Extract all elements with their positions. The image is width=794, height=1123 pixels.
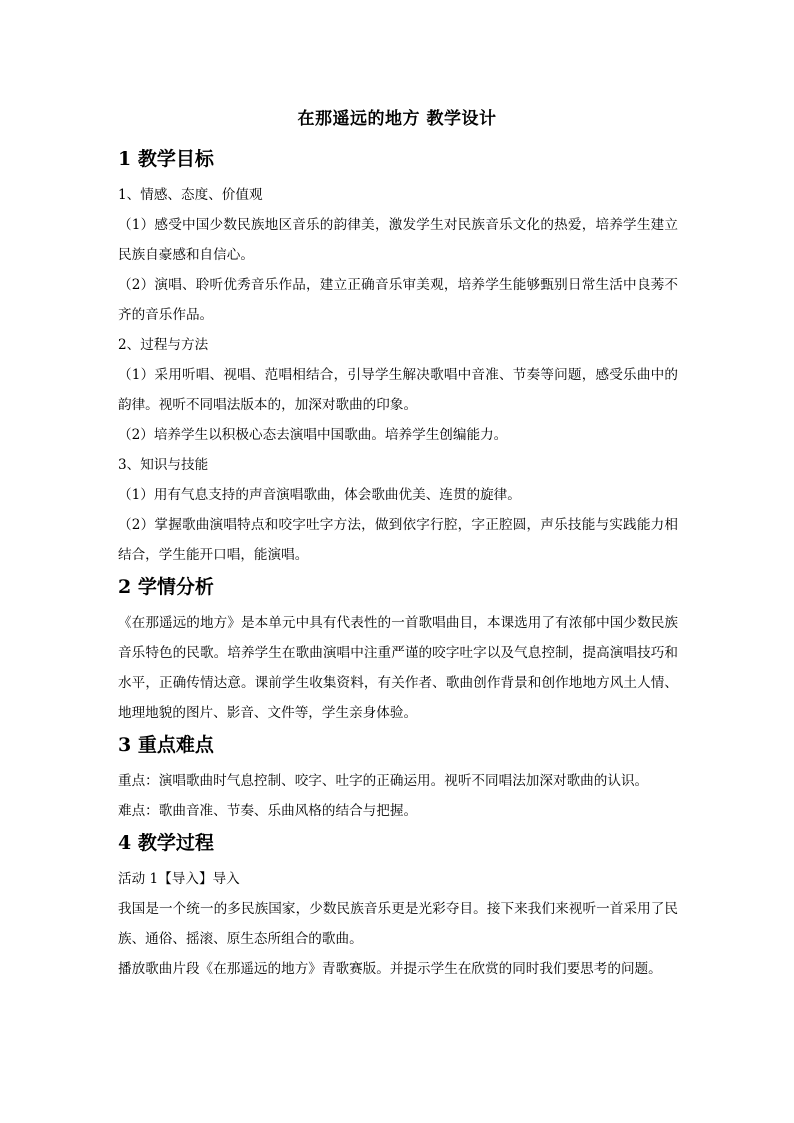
paragraph: 3、知识与技能 [118, 457, 209, 473]
paragraph: 重点：演唱歌曲时气息控制、咬字、吐字的正确运用。视听不同唱法加深对歌曲的认识。 [118, 773, 649, 789]
document-title: 在那遥远的地方 教学设计 [297, 109, 497, 129]
paragraph: 2、过程与方法 [118, 337, 209, 353]
section-heading-teaching-process: 4 教学过程 [118, 832, 214, 854]
paragraph: （1）采用听唱、视唱、范唱相结合，引导学生解决歌唱中音准、节奏等问题，感受乐曲中的韵律。视听不同唱法版本的，加深对歌曲的印象。 [118, 367, 678, 413]
paragraph: 1、情感、态度、价值观 [118, 187, 263, 203]
section-heading-student-analysis: 2 学情分析 [118, 576, 214, 598]
paragraph: 播放歌曲片段《在那遥远的地方》青歌赛版。并提示学生在欣赏的同时我们要思考的问题。 [118, 961, 662, 977]
paragraph: （2）培养学生以积极心态去演唱中国歌曲。培养学生创编能力。 [118, 427, 508, 443]
paragraph: （2）掌握歌曲演唱特点和咬字吐字方法，做到依字行腔，字正腔圆，声乐技能与实践能力相结合，学生能开口唱，能演唱。 [118, 517, 678, 563]
paragraph: 《在那遥远的地方》是本单元中具有代表性的一首歌唱曲目，本课选用了有浓郁中国少数民族音乐特色的民歌。培养学生在歌曲演唱中注重严谨的咬字吐字以及气息控制，提高演唱技巧和水平，正确传情达意。课前学生收集资料，有关作者、歌曲创作背景和创作地地方风土人情、地理地貌的图片、影音、文件等，学生亲身体验。 [118, 615, 678, 721]
paragraph: 难点：歌曲音准、节奏、乐曲风格的结合与把握。 [118, 803, 418, 819]
paragraph: 活动 1【导入】导入 [118, 871, 240, 887]
paragraph: （1）用有气息支持的声音演唱歌曲，体会歌曲优美、连贯的旋律。 [118, 487, 521, 503]
paragraph: 我国是一个统一的多民族国家，少数民族音乐更是光彩夺目。接下来我们来视听一首采用了民族、通俗、摇滚、原生态所组合的歌曲。 [118, 901, 678, 947]
section-heading-teaching-goals: 1 教学目标 [118, 148, 214, 170]
paragraph: （2）演唱、聆听优秀音乐作品，建立正确音乐审美观，培养学生能够甄别日常生活中良莠不齐的音乐作品。 [118, 277, 678, 323]
section-heading-key-points: 3 重点难点 [118, 734, 214, 756]
document-body [118, 144, 678, 984]
paragraph: （1）感受中国少数民族地区音乐的韵律美，激发学生对民族音乐文化的热爱，培养学生建立民族自豪感和自信心。 [118, 217, 678, 263]
